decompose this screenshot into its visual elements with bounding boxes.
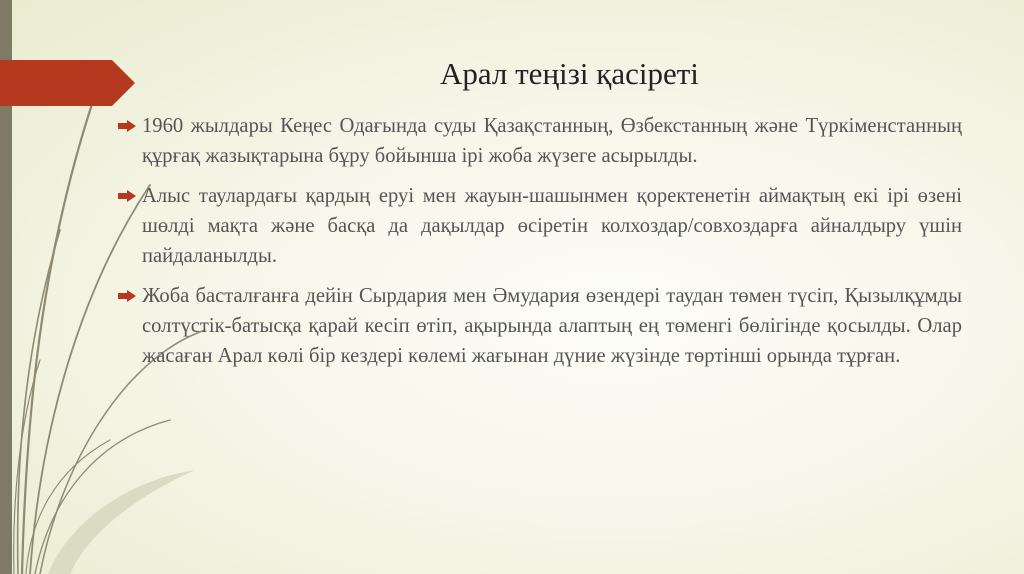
arrow-right-icon [118,120,136,132]
arrow-right-icon [118,190,136,202]
bullet-list [118,111,962,381]
bullet-item [118,281,962,371]
arrow-right-icon [118,290,136,302]
bullet-item [118,181,962,271]
bullet-item [118,111,962,171]
bullet-text: 1960 жылдары Кеңес Одағында суды Қазақстанның, Өзбекстанның және Түркіменстанның құрғақ жазықтарына бұру бойынша ірі жоба жүзеге асырылды. [142,115,962,167]
bullet-text: Жоба басталғанға дейін Сырдария мен Әмудария өзендері таудан төмен түсіп, Қызылқұмды солтүстік-батысқа қарай кесіп өтіп, ақырында алаптың ең төменгі бөлігінде қосылды. Олар жасаған Арал көлі бір кездері көлемі жағынан дүние жүзінде төртінші орында тұрған. [142,285,962,367]
bullet-text: Алыс таулардағы қардың еруі мен жауын-шашынмен қоректенетін аймақтың екі ірі өзені шөлді мақта және басқа да дақылдар өсіретін колхоздар/совхоздарға айналдыру үшін пайдаланылды. [142,185,962,267]
slide-title: Арал теңізі қасіреті [440,56,699,91]
title-banner-icon [0,60,135,106]
